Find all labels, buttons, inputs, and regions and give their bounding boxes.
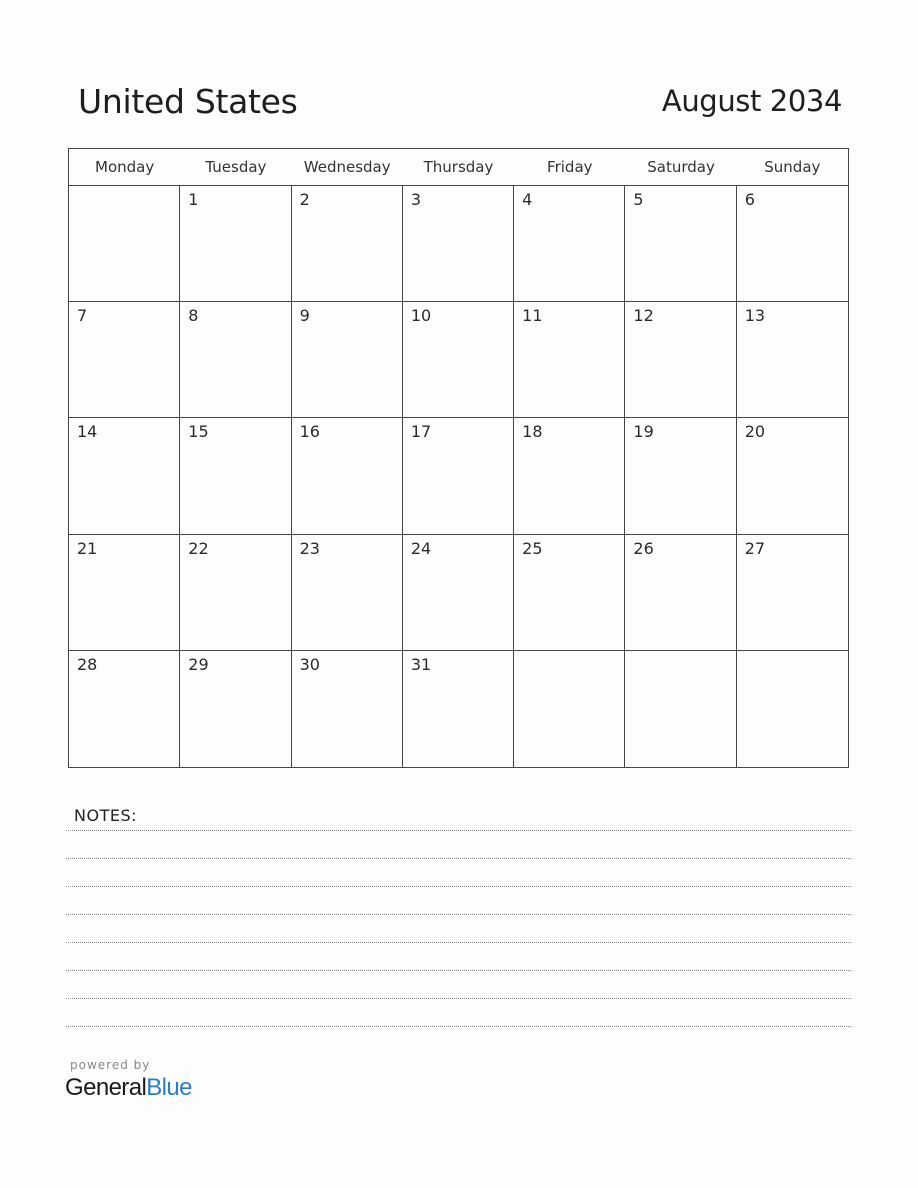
day-number: 9	[299, 306, 310, 326]
day-number: 10	[410, 306, 432, 326]
weekday-label: Sunday	[764, 158, 821, 176]
day-cell	[737, 535, 848, 651]
day-cell	[737, 418, 848, 534]
day-number: 28	[77, 654, 98, 674]
day-cell	[292, 535, 403, 651]
note-line	[66, 1026, 851, 1027]
day-number: 20	[744, 422, 766, 442]
logo-blue-text: Blue	[146, 1074, 192, 1101]
day-number: 19	[633, 422, 654, 442]
day-cell	[403, 186, 514, 302]
empty-day-cell	[625, 651, 736, 767]
day-cell	[625, 186, 736, 302]
day-number: 23	[299, 538, 320, 558]
day-number: 14	[77, 422, 98, 442]
day-cell	[292, 302, 403, 418]
day-number: 15	[188, 422, 209, 442]
note-line	[66, 830, 851, 831]
day-cell	[625, 418, 736, 534]
day-number: 16	[299, 422, 320, 442]
day-cell	[625, 535, 736, 651]
day-number: 27	[744, 538, 766, 558]
day-cell	[180, 651, 291, 767]
note-line	[66, 998, 851, 999]
day-number: 3	[410, 190, 422, 209]
day-cell	[403, 651, 514, 767]
calendar-days	[69, 186, 848, 767]
day-cell	[514, 535, 625, 651]
weekday-label: Thursday	[423, 158, 494, 176]
day-cell	[625, 302, 736, 418]
day-number: 26	[633, 538, 654, 558]
day-number: 22	[188, 538, 209, 558]
day-number: 8	[188, 306, 199, 326]
day-cell	[514, 302, 625, 418]
day-number: 17	[410, 422, 432, 442]
day-number: 24	[410, 538, 432, 558]
day-cell	[180, 418, 291, 534]
day-number: 1	[188, 190, 199, 209]
empty-day-cell	[737, 651, 848, 767]
day-number: 2	[299, 190, 310, 209]
day-number: 12	[633, 306, 654, 326]
day-cell	[737, 302, 848, 418]
day-cell	[403, 302, 514, 418]
day-number: 5	[633, 190, 644, 209]
day-cell	[69, 302, 180, 418]
day-cell	[69, 418, 180, 534]
country-title: United States	[78, 82, 298, 121]
empty-day-cell	[69, 186, 180, 302]
logo-general-text: General	[65, 1074, 147, 1101]
day-cell	[292, 651, 403, 767]
day-number: 7	[77, 306, 88, 326]
day-cell	[292, 418, 403, 534]
day-number: 29	[188, 654, 209, 674]
day-cell	[737, 186, 848, 302]
day-number: 4	[522, 190, 533, 209]
day-cell	[514, 418, 625, 534]
weekday-label: Saturday	[647, 158, 715, 176]
weekday-header-row	[69, 149, 848, 186]
empty-day-cell	[514, 651, 625, 767]
day-number: 31	[410, 654, 432, 674]
day-number: 13	[744, 306, 766, 326]
note-line	[66, 886, 851, 887]
calendar-grid	[68, 148, 849, 768]
weekday-label: Wednesday	[303, 158, 391, 176]
day-number: 25	[522, 538, 543, 558]
day-cell	[403, 418, 514, 534]
day-cell	[403, 535, 514, 651]
day-number: 11	[522, 306, 543, 326]
day-cell	[514, 186, 625, 302]
day-cell	[69, 651, 180, 767]
note-line	[66, 970, 851, 971]
month-year-title: August 2034	[661, 84, 842, 118]
day-cell	[292, 186, 403, 302]
powered-by-text: powered by	[70, 1058, 151, 1072]
day-number: 30	[299, 654, 320, 674]
weekday-label: Monday	[95, 158, 155, 176]
day-number: 6	[744, 190, 755, 209]
weekday-label: Tuesday	[205, 158, 267, 176]
note-line	[66, 858, 851, 859]
note-line	[66, 942, 851, 943]
day-cell	[180, 186, 291, 302]
notes-label: NOTES:	[74, 806, 137, 825]
generalblue-logo	[65, 1074, 192, 1102]
day-number: 21	[77, 538, 98, 558]
day-number: 18	[522, 422, 543, 442]
day-cell	[180, 535, 291, 651]
weekday-label: Friday	[547, 158, 593, 176]
day-cell	[69, 535, 180, 651]
day-cell	[180, 302, 291, 418]
note-line	[66, 914, 851, 915]
